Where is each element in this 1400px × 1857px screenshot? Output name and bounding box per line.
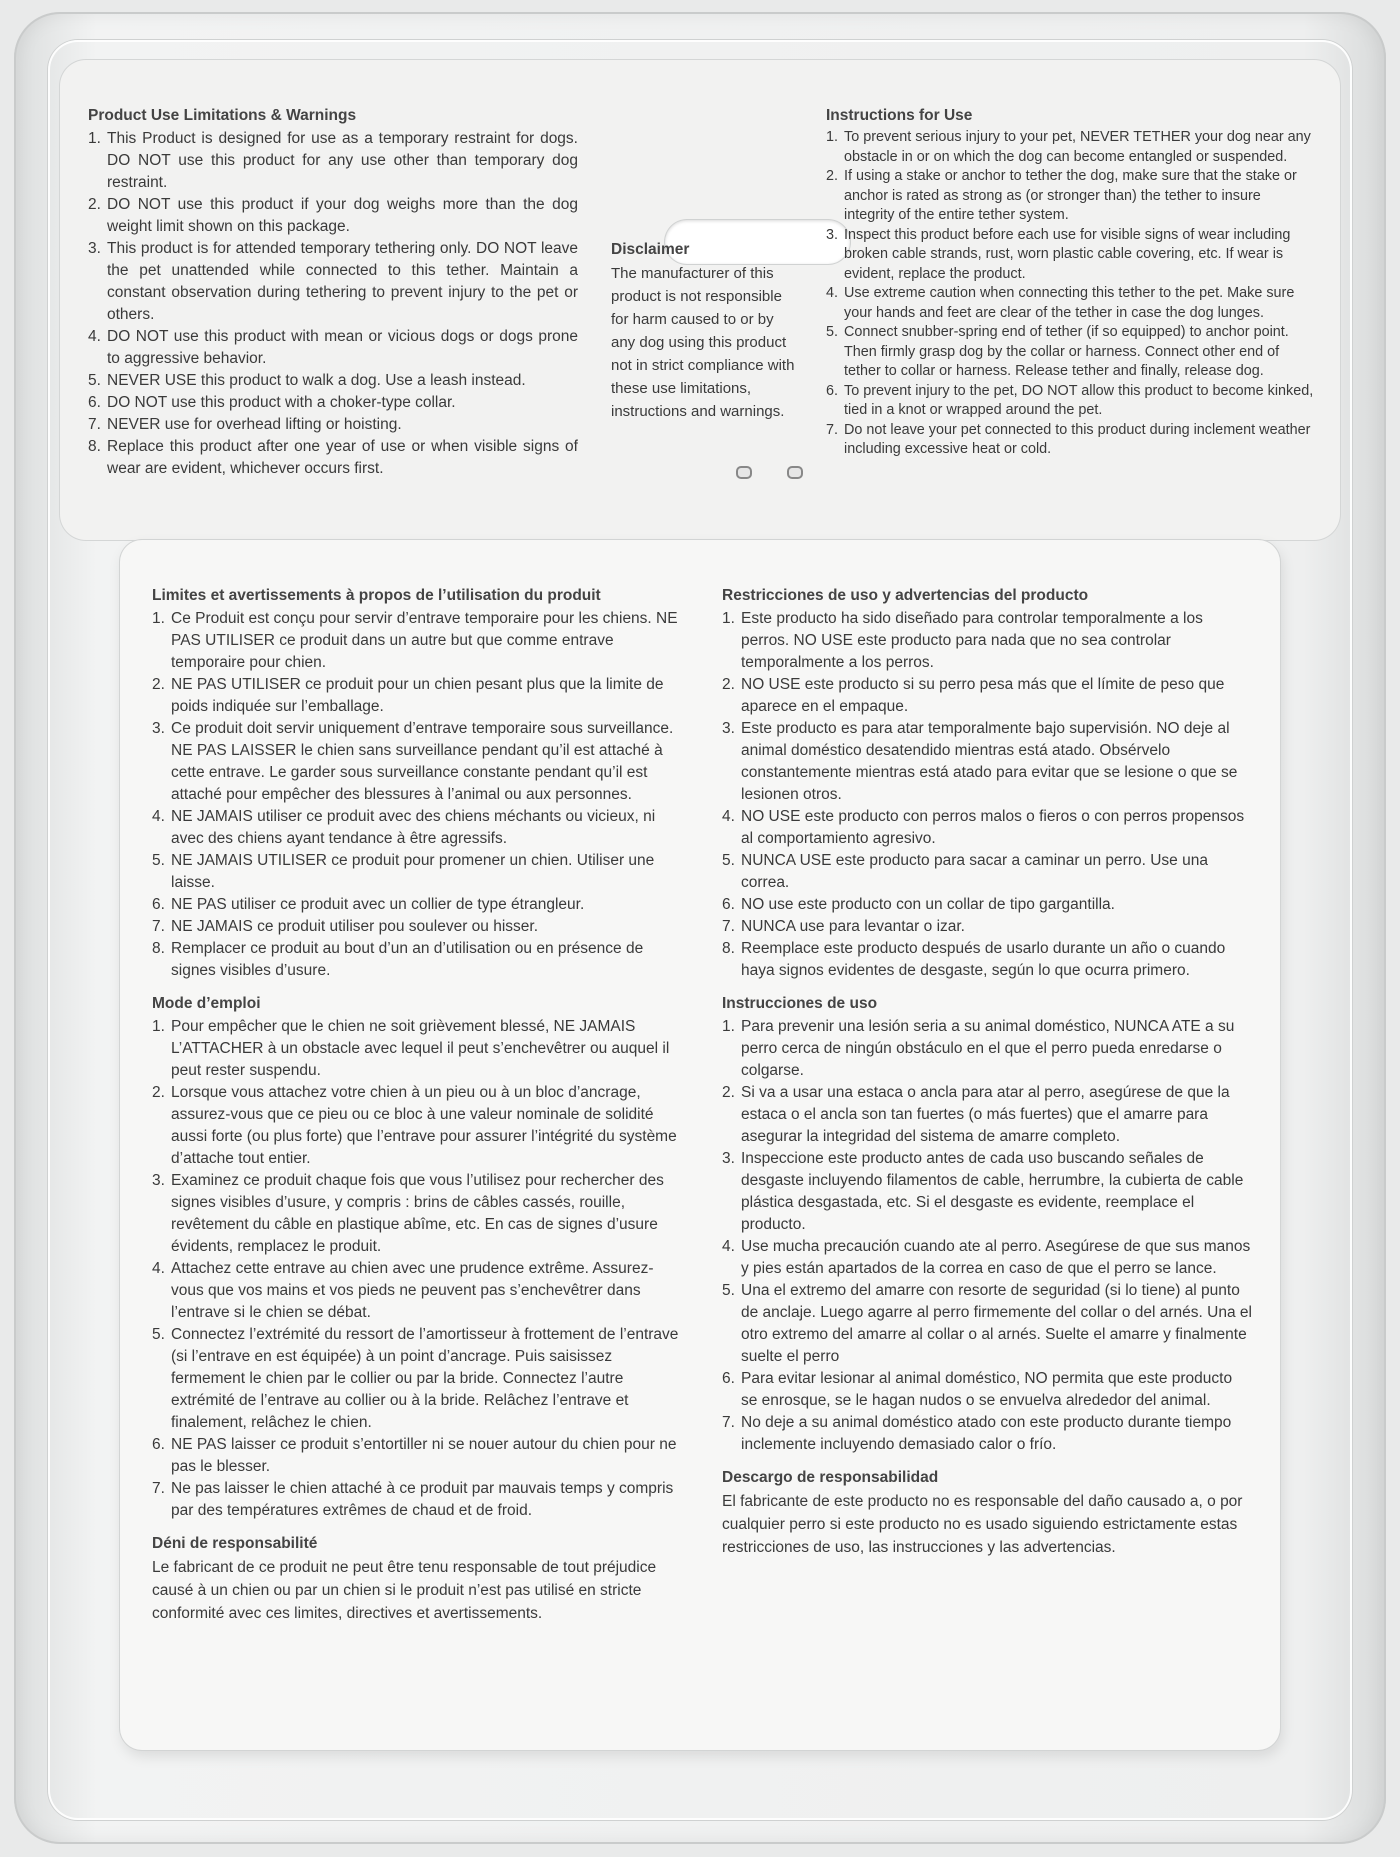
en-disclaimer-title: Disclaimer: [611, 241, 690, 258]
item-number: 5.: [152, 1326, 165, 1343]
list-item: [88, 436, 578, 480]
list-item: [722, 1082, 1252, 1148]
item-number: 5.: [88, 372, 101, 389]
item-text: DO NOT use this product with a choker-type collar.: [107, 394, 456, 411]
item-number: 3.: [722, 720, 735, 737]
en-disclaimer-text: The manufacturer of this product is not responsible for harm caused to or by any dog using this product not in strict compliance with these use limitations, instructions and warnings.: [611, 265, 795, 420]
item-text: To prevent serious injury to your pet, NEVER TETHER your dog near any obstacle in or on which the dog can become entangled or suspended.: [844, 129, 1311, 165]
item-text: Use mucha precaución cuando ate al perro. Asegúrese de que sus manos y pies están apartados de la correa en caso de que el perro se lance.: [741, 1238, 1251, 1277]
item-text: No deje a su animal doméstico atado con este producto durante tiempo inclemente incluyendo demasiado calor o frío.: [741, 1414, 1232, 1453]
list-item: [826, 128, 1314, 167]
list-item: [722, 608, 1252, 674]
item-text: This Product is designed for use as a temporary restraint for dogs. DO NOT use this product for any use other than temporary dog restraint.: [107, 130, 578, 191]
item-text: NUNCA USE este producto para sacar a caminar un perro. Use una correa.: [741, 852, 1208, 891]
item-number: 1.: [722, 610, 735, 627]
es-column: [722, 586, 1252, 1559]
list-item: [152, 1170, 682, 1258]
item-text: NE JAMAIS ce produit utiliser pou soulever ou hisser.: [171, 918, 539, 935]
item-number: 3.: [722, 1150, 735, 1167]
item-number: 8.: [152, 940, 165, 957]
item-text: Para evitar lesionar al animal doméstico, NO permita que este producto se enrosque, se le hagan nudos o se envuelva alrededor del animal.: [741, 1370, 1233, 1409]
item-text: NO USE este producto si su perro pesa más que el límite de peso que aparece en el empaque.: [741, 676, 1225, 715]
item-number: 4.: [826, 285, 839, 301]
list-item: [152, 1258, 682, 1324]
item-number: 3.: [152, 720, 165, 737]
item-number: 3.: [88, 240, 101, 257]
list-item: [826, 382, 1314, 421]
item-number: 6.: [722, 896, 735, 913]
list-item: [826, 284, 1314, 323]
item-number: 6.: [152, 1436, 165, 1453]
item-text: NO USE este producto con perros malos o fieros o con perros propensos al comportamiento agresivo.: [741, 808, 1245, 847]
fr-limitations-list: [152, 608, 682, 982]
list-item: [722, 674, 1252, 718]
item-text: NE JAMAIS UTILISER ce produit pour promener un chien. Utiliser une laisse.: [171, 852, 655, 891]
es-instructions-list: [722, 1016, 1252, 1456]
list-item: [722, 1148, 1252, 1236]
item-text: Inspeccione este producto antes de cada uso buscando señales de desgaste incluyendo filamentos de cable, herrumbre, la cubierta de cable plástica desgastada, etc. Si el desgaste es evidente, reemplace el producto.: [741, 1150, 1244, 1233]
item-number: 6.: [88, 394, 101, 411]
item-text: NE JAMAIS utiliser ce produit avec des chiens méchants ou vicieux, ni avec des chiens ayant tendance à être agressifs.: [171, 808, 656, 847]
item-text: Replace this product after one year of use or when visible signs of wear are evident, whichever occurs first.: [107, 438, 578, 477]
item-number: 1.: [826, 129, 839, 145]
item-text: NUNCA use para levantar o izar.: [741, 918, 965, 935]
item-text: Inspect this product before each use for visible signs of wear including broken cable strands, rust, worn plastic cable covering, etc. If wear is evident, replace the product.: [844, 226, 1291, 282]
list-item: [88, 128, 578, 194]
item-number: 5.: [722, 1282, 735, 1299]
item-text: Si va a usar una estaca o ancla para atar al perro, asegúrese de que la estaca o el ancla son tan fuertes (o más fuertes) que el amarre para asegurar la integridad del sistema de amarre completo.: [741, 1084, 1230, 1145]
en-limitations-title: Product Use Limitations & Warnings: [88, 107, 357, 124]
item-number: 1.: [722, 1018, 735, 1035]
list-item: [88, 414, 578, 436]
item-text: NE PAS utiliser ce produit avec un collier de type étrangleur.: [171, 896, 585, 913]
item-number: 7.: [722, 1414, 735, 1431]
list-item: [152, 850, 682, 894]
list-item: [88, 194, 578, 238]
en-limitations-list: [88, 128, 578, 480]
item-number: 7.: [826, 421, 839, 438]
item-text: Examinez ce produit chaque fois que vous l’utilisez pour rechercher des signes visibles d’usure, y compris : brins de câbles cassés, rouille, revêtement du câble en plastique abîme, etc. En cas de signes d’usure évidents, remplacez le produit.: [171, 1172, 664, 1255]
multilingual-card: [120, 540, 1280, 1750]
list-item: [88, 392, 578, 414]
item-number: 7.: [88, 416, 101, 433]
list-item: [152, 1016, 682, 1082]
list-item: [152, 1434, 682, 1478]
fr-instructions-list: [152, 1016, 682, 1522]
item-number: 7.: [722, 918, 735, 935]
en-limitations-section: [88, 106, 578, 480]
list-item: [152, 718, 682, 806]
item-number: 5.: [722, 852, 735, 869]
es-disclaimer-text: El fabricante de este producto no es responsable del daño causado a, o por cualquier perro si este producto no es usado siguiendo estrictamente estas restricciones de uso, las instrucciones y las advertencias.: [722, 1493, 1243, 1556]
list-item: [152, 1478, 682, 1522]
item-number: 4.: [152, 808, 165, 825]
item-text: NE PAS laisser ce produit s’entortiller ni se nouer autour du chien pour ne pas le blesser.: [171, 1436, 677, 1475]
item-number: 8.: [88, 438, 101, 455]
item-text: Una el extremo del amarre con resorte de seguridad (si lo tiene) al punto de anclaje. Luego agarre al perro firmemente del collar o del arnés. Una el otro extremo del amarre al collar o al arnés. Suelte el amarre y finalmente suelte el perro: [741, 1282, 1252, 1365]
list-item: [722, 1412, 1252, 1456]
list-item: [722, 718, 1252, 806]
item-number: 2.: [88, 196, 101, 213]
list-item: [152, 608, 682, 674]
item-text: Ce Produit est conçu pour servir d’entrave temporaire pour les chiens. NE PAS UTILISER ce produit dans un autre but que comme entrave temporaire pour chien.: [171, 610, 678, 671]
list-item: [826, 226, 1314, 285]
fr-instructions-title: Mode d’emploi: [152, 995, 261, 1012]
list-item: [88, 326, 578, 370]
list-item: [152, 938, 682, 982]
item-number: 2.: [722, 1084, 735, 1101]
list-item: [88, 238, 578, 326]
item-text: Remplacer ce produit au bout d’un an d’utilisation ou en présence de signes visibles d’usure.: [171, 940, 644, 979]
item-text: Pour empêcher que le chien ne soit grièvement blessé, NE JAMAIS L’ATTACHER à un obstacle avec lequel il peut s’enchevêtrer ou auquel il peut rester suspendu.: [171, 1018, 670, 1079]
item-text: Do not leave your pet connected to this product during inclement weather including excessive heat or cold.: [844, 421, 1311, 457]
item-text: Este producto ha sido diseñado para controlar temporalmente a los perros. NO USE este producto para nada que no sea controlar temporalmente a los perros.: [741, 610, 1203, 671]
item-number: 1.: [152, 1018, 165, 1035]
fr-limitations-title: Limites et avertissements à propos de l’utilisation du produit: [152, 587, 601, 604]
list-item: [152, 806, 682, 850]
list-item: [88, 370, 578, 392]
item-text: Connectez l’extrémité du ressort de l’amortisseur à frottement de l’entrave (si l’entrave en est équipée) à un point d’ancrage. Puis saisissez fermement le chien par le collier ou par la bride. Connectez l’autre extrémité de l’entrave au collier ou à la bride. Relâchez l’entrave et finalement, relâchez le chien.: [171, 1326, 679, 1431]
list-item: [722, 1016, 1252, 1082]
list-item: [722, 916, 1252, 938]
item-text: Este producto es para atar temporalmente bajo supervisión. NO deje al animal doméstico desatendido mientras está atado. Obsérvelo constantemente mientras está atado para evitar que se lesione o que se lesionen otros.: [741, 720, 1238, 803]
item-text: DO NOT use this product if your dog weighs more than the dog weight limit shown on this package.: [107, 196, 578, 235]
en-instructions-title: Instructions for Use: [826, 107, 973, 124]
item-text: This product is for attended temporary tethering only. DO NOT leave the pet unattended while connected to this tether. Maintain a constant observation during tethering to prevent injury to the pet or others.: [107, 240, 578, 323]
es-instructions-title: Instrucciones de uso: [722, 995, 878, 1012]
item-text: Para prevenir una lesión seria a su animal doméstico, NUNCA ATE a su perro cerca de ningún obstáculo en el que el perro pueda enredarse o colgarse.: [741, 1018, 1235, 1079]
list-item: [152, 1324, 682, 1434]
list-item: [722, 1368, 1252, 1412]
en-instructions-list: [826, 128, 1314, 460]
item-number: 5.: [826, 324, 839, 340]
item-number: 3.: [826, 226, 839, 243]
item-number: 1.: [152, 610, 165, 627]
item-text: NEVER USE this product to walk a dog. Use a leash instead.: [107, 372, 526, 389]
item-number: 1.: [88, 130, 101, 147]
es-disclaimer-title: Descargo de responsabilidad: [722, 1469, 939, 1486]
item-number: 6.: [826, 382, 839, 399]
item-text: Lorsque vous attachez votre chien à un pieu ou à un bloc d’ancrage, assurez-vous que ce pieu ou ce bloc à une valeur nominale de solidité aussi forte (ou plus forte) que l’entrave pour assurer l’intégrité du système d’attache tout entier.: [171, 1084, 677, 1167]
list-item: [722, 1280, 1252, 1368]
list-item: [152, 916, 682, 938]
item-number: 7.: [152, 1480, 165, 1497]
clip-icon: [736, 466, 752, 479]
item-number: 6.: [152, 896, 165, 913]
list-item: [826, 323, 1314, 382]
item-text: Reemplace este producto después de usarlo durante un año o cuando haya signos evidentes de desgaste, según lo que ocurra primero.: [741, 940, 1226, 979]
es-limitations-title: Restricciones de uso y advertencias del producto: [722, 587, 1089, 604]
item-number: 6.: [722, 1370, 735, 1387]
list-item: [722, 850, 1252, 894]
list-item: [722, 1236, 1252, 1280]
list-item: [722, 806, 1252, 850]
item-number: 4.: [88, 328, 101, 345]
list-item: [152, 1082, 682, 1170]
item-number: 2.: [152, 1084, 165, 1101]
item-text: If using a stake or anchor to tether the dog, make sure that the stake or anchor is rated as strong as (or stronger than) the tether to insure integrity of the entire tether system.: [844, 168, 1297, 223]
item-text: NE PAS UTILISER ce produit pour un chien pesant plus que la limite de poids indiquée sur l’emballage.: [171, 676, 664, 715]
list-item: [826, 421, 1314, 460]
item-number: 7.: [152, 918, 165, 935]
fr-disclaimer-text: Le fabricant de ce produit ne peut être tenu responsable de tout préjudice causé à un chien ou par un chien si le produit n’est pas utilisé en stricte conformité avec ces limites, directives et avertissements.: [152, 1559, 657, 1622]
en-instructions-section: [826, 106, 1314, 460]
es-limitations-list: [722, 608, 1252, 982]
item-text: Ce produit doit servir uniquement d’entrave temporaire sous surveillance. NE PAS LAISSER le chien sans surveillance pendant qu’il est attaché à cette entrave. Le garder sous surveillance constante pendant qu’il est attaché pour empêcher des blessures à l’animal ou aux personnes.: [171, 720, 674, 803]
item-text: To prevent injury to the pet, DO NOT allow this product to become kinked, tied in a knot or wrapped around the pet.: [844, 382, 1314, 418]
item-text: Attachez cette entrave au chien avec une prudence extrême. Assurez-vous que vos mains et vos pieds ne peuvent pas s’enchevêtrer dans l’entrave si le chien se débat.: [171, 1260, 654, 1321]
item-text: NO use este producto con un collar de tipo gargantilla.: [741, 896, 1115, 913]
en-disclaimer-section: [611, 240, 796, 423]
list-item: [152, 894, 682, 916]
item-number: 4.: [152, 1260, 165, 1277]
item-number: 8.: [722, 940, 735, 957]
fr-disclaimer-title: Déni de responsabilité: [152, 1535, 318, 1552]
item-number: 4.: [722, 1238, 735, 1255]
item-text: Connect snubber-spring end of tether (if so equipped) to anchor point. Then firmly grasp dog by the collar or harness. Connect other end of tether to collar or harness. Release tether and finally, release dog.: [844, 324, 1289, 379]
list-item: [722, 894, 1252, 916]
item-number: 2.: [826, 168, 839, 184]
item-number: 4.: [722, 808, 735, 825]
item-text: DO NOT use this product with mean or vicious dogs or dogs prone to aggressive behavior.: [107, 328, 578, 367]
english-card: [60, 60, 1340, 540]
item-number: 2.: [722, 676, 735, 693]
item-number: 3.: [152, 1172, 165, 1189]
item-text: Ne pas laisser le chien attaché à ce produit par mauvais temps y compris par des températures extrêmes de chaud et de froid.: [171, 1480, 674, 1519]
list-item: [152, 674, 682, 718]
list-item: [826, 167, 1314, 226]
item-number: 5.: [152, 852, 165, 869]
clip-icon: [787, 466, 803, 479]
item-text: NEVER use for overhead lifting or hoisting.: [107, 416, 402, 433]
list-item: [722, 938, 1252, 982]
item-number: 2.: [152, 676, 165, 693]
item-text: Use extreme caution when connecting this tether to the pet. Make sure your hands and feet are clear of the tether in case the dog lunges.: [844, 285, 1295, 321]
fr-column: [152, 586, 682, 1625]
